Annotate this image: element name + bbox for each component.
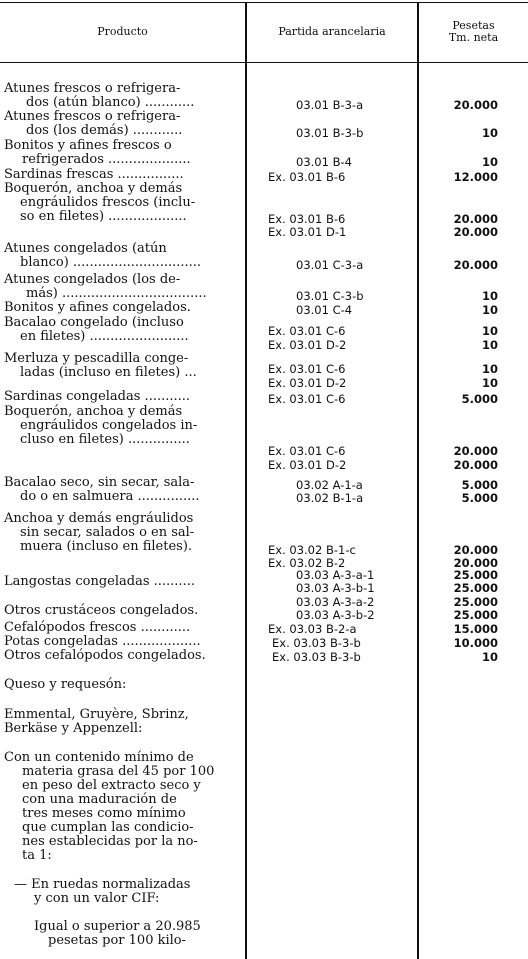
brace <box>242 356 247 384</box>
header-pesetas-1: Pesetas <box>452 19 495 32</box>
top-rule <box>0 2 528 3</box>
tail-line: tres meses como mínimo <box>22 806 186 821</box>
brace <box>242 244 247 270</box>
partida-cell: 03.03 A-3-b-2 <box>296 608 375 622</box>
producto-line: Bacalao congelado (incluso <box>4 315 184 330</box>
pesetas-cell: 5.000 <box>461 478 498 492</box>
producto-line: Otros cefalópodos congelados. <box>4 648 206 663</box>
tail-line: Berkäse y Appenzell: <box>4 721 143 736</box>
partida-cell: Ex. 03.01 C-6 <box>268 444 346 458</box>
producto-line: refrigerados .................... <box>22 152 191 167</box>
producto-line: Bonitos y afines frescos o <box>4 138 172 153</box>
producto-line: Langostas congeladas .......... <box>4 574 195 589</box>
partida-cell: 03.01 C-4 <box>296 303 353 317</box>
pesetas-cell: 20.000 <box>453 212 498 226</box>
producto-line: sin secar, salados o en sal- <box>20 525 195 540</box>
column-divider-2 <box>417 2 419 959</box>
producto-line: Bonitos y afines congelados. <box>4 300 191 315</box>
partida-cell: Ex. 03.01 D-2 <box>268 458 347 472</box>
partida-cell: Ex. 03.01 C-6 <box>268 392 346 406</box>
tail-line: Emmental, Gruyère, Sbrinz, <box>4 707 189 722</box>
pesetas-cell: 25.000 <box>453 608 498 622</box>
partida-cell: Ex. 03.03 B-3-b <box>272 636 361 650</box>
brace <box>242 592 247 622</box>
tail-line: con una maduración de <box>22 792 177 807</box>
tail-line: pesetas por 100 kilo- <box>48 933 187 948</box>
partida-cell: Ex. 03.03 B-2-a <box>268 622 357 636</box>
pesetas-cell: 10 <box>481 362 498 376</box>
producto-line: cluso en filetes) ............... <box>20 432 190 447</box>
tail-line: Con un contenido mínimo de <box>4 750 194 765</box>
tail-line: y con un valor CIF: <box>34 891 160 906</box>
tail-line: ta 1: <box>22 848 52 863</box>
producto-line: Boquerón, anchoa y demás <box>4 404 183 419</box>
partida-cell: 03.01 B-4 <box>296 155 352 169</box>
producto-line: Merluza y pescadilla conge- <box>4 351 189 366</box>
tail-line: que cumplan las condicio- <box>22 820 194 835</box>
pesetas-cell: 10 <box>481 155 498 169</box>
partida-cell: 03.03 A-3-a-1 <box>296 568 375 582</box>
pesetas-cell: 10 <box>481 338 498 352</box>
partida-cell: Ex. 03.03 B-3-b <box>272 650 361 664</box>
partida-cell: 03.01 C-3-a <box>296 258 364 272</box>
producto-line: dos (atún blanco) ............ <box>26 95 195 110</box>
producto-line: Atunes frescos o refrigera- <box>4 81 181 96</box>
partida-cell: Ex. 03.01 D-2 <box>268 376 347 390</box>
pesetas-cell: 10 <box>481 303 498 317</box>
producto-line: engráulidos frescos (inclu- <box>20 195 196 210</box>
pesetas-cell: 20.000 <box>453 98 498 112</box>
header-producto: Producto <box>97 25 148 38</box>
pesetas-cell: 25.000 <box>453 568 498 582</box>
producto-line: Cefalópodos frescos ............ <box>4 620 191 635</box>
pesetas-cell: 5.000 <box>461 392 498 406</box>
brace <box>242 318 247 346</box>
tail-line: — En ruedas normalizadas <box>14 877 191 892</box>
producto-line: más) ................................... <box>26 286 207 301</box>
pesetas-cell: 10 <box>481 376 498 390</box>
producto-line: muera (incluso en filetes). <box>20 539 193 554</box>
partida-cell: Ex. 03.01 B-6 <box>268 212 346 226</box>
brace <box>242 204 247 228</box>
partida-cell: 03.03 A-3-b-1 <box>296 581 375 595</box>
partida-cell: Ex. 03.02 B-1-c <box>268 543 356 557</box>
partida-cell: Ex. 03.01 D-2 <box>268 338 347 352</box>
pesetas-cell: 20.000 <box>453 458 498 472</box>
producto-line: Sardinas frescas ................ <box>4 167 184 182</box>
tail-line: nes establecidas por la no- <box>22 834 198 849</box>
brace <box>242 434 247 462</box>
pesetas-cell: 20.000 <box>453 543 498 557</box>
pesetas-cell: 25.000 <box>453 581 498 595</box>
producto-line: Potas congeladas ................... <box>4 634 201 649</box>
producto-line: Sardinas congeladas ........... <box>4 389 191 404</box>
pesetas-cell: 20.000 <box>453 444 498 458</box>
pesetas-cell: 20.000 <box>453 225 498 239</box>
tail-line: Igual o superior a 20.985 <box>34 919 201 934</box>
pesetas-cell: 10 <box>481 650 498 664</box>
producto-line: Atunes congelados (atún <box>4 241 167 256</box>
producto-line: Boquerón, anchoa y demás <box>4 181 183 196</box>
pesetas-cell: 5.000 <box>461 491 498 505</box>
pesetas-cell: 15.000 <box>453 622 498 636</box>
header-partida: Partida arancelaria <box>278 25 386 38</box>
partida-cell: 03.02 A-1-a <box>296 478 363 492</box>
pesetas-cell: 10.000 <box>453 636 498 650</box>
tail-line: materia grasa del 45 por 100 <box>22 764 215 779</box>
partida-cell: Ex. 03.01 C-6 <box>268 324 346 338</box>
partida-cell: 03.01 B-3-b <box>296 126 364 140</box>
pesetas-cell: 10 <box>481 289 498 303</box>
producto-line: engráulidos congelados in- <box>20 418 198 433</box>
brace <box>242 562 247 592</box>
tail-line: en peso del extracto seco y <box>22 778 201 793</box>
producto-line: Atunes frescos o refrigera- <box>4 109 181 124</box>
producto-line: Anchoa y demás engráulidos <box>4 511 194 526</box>
header-rule <box>0 62 528 63</box>
tail-line: Queso y requesón: <box>4 677 127 692</box>
partida-cell: Ex. 03.01 B-6 <box>268 170 346 184</box>
pesetas-cell: 12.000 <box>453 170 498 184</box>
producto-line: so en filetes) ................... <box>20 209 187 224</box>
producto-line: Atunes congelados (los de- <box>4 272 181 287</box>
partida-cell: 03.01 B-3-a <box>296 98 364 112</box>
brace <box>242 478 247 504</box>
pesetas-cell: 10 <box>481 324 498 338</box>
pesetas-cell: 25.000 <box>453 595 498 609</box>
brace <box>242 514 247 552</box>
producto-line: Otros crustáceos congelados. <box>4 603 199 618</box>
pesetas-cell: 20.000 <box>453 556 498 570</box>
producto-line: Bacalao seco, sin secar, sala- <box>4 475 195 490</box>
partida-cell: 03.01 C-3-b <box>296 289 364 303</box>
header-pesetas-2: Tm. neta <box>448 31 499 44</box>
pesetas-cell: 10 <box>481 126 498 140</box>
producto-line: dos (los demás) ............ <box>26 123 183 138</box>
producto-line: blanco) ............................... <box>20 255 202 270</box>
partida-cell: Ex. 03.01 C-6 <box>268 362 346 376</box>
partida-cell: 03.03 A-3-a-2 <box>296 595 375 609</box>
partida-cell: Ex. 03.01 D-1 <box>268 225 347 239</box>
producto-line: ladas (incluso en filetes) ... <box>20 365 197 380</box>
pesetas-cell: 20.000 <box>453 258 498 272</box>
partida-cell: 03.02 B-1-a <box>296 491 364 505</box>
producto-line: do o en salmuera ............... <box>20 489 200 504</box>
producto-line: en filetes) ........................ <box>20 329 189 344</box>
partida-cell: Ex. 03.02 B-2 <box>268 556 346 570</box>
